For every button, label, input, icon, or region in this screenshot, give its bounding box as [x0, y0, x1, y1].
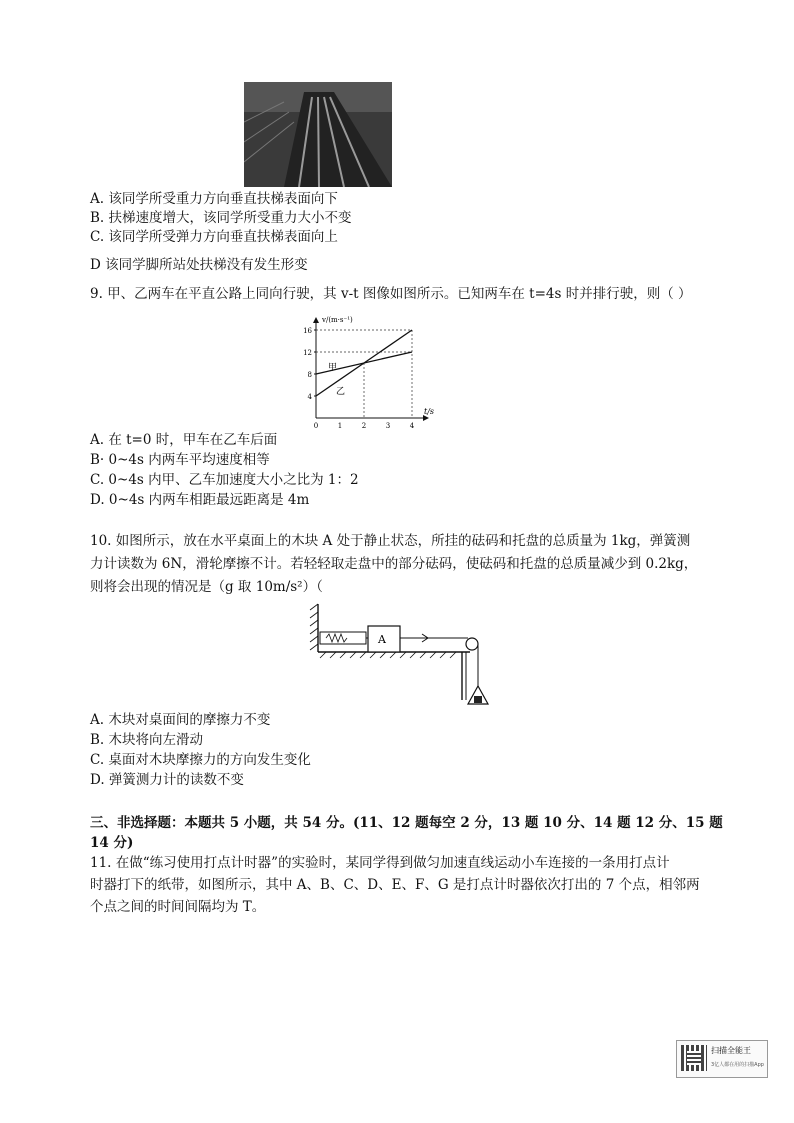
- q10-option-b: B. 木块将向左滑动: [90, 732, 204, 748]
- x-tick-label: 1: [337, 422, 343, 430]
- scanner-watermark: [676, 1040, 768, 1078]
- block-a-label: A: [378, 633, 386, 646]
- x-tick-label: 4: [409, 422, 415, 430]
- y-tick-label: 16: [303, 327, 312, 335]
- q8-option-b: B. 扶梯速度增大，该同学所受重力大小不变: [90, 210, 352, 226]
- q11-stem-line-1: 11. 在做“练习使用打点计时器”的实验时，某同学得到做匀加速直线运动小车连接的一条用打点计: [90, 855, 670, 871]
- q11-stem-line-2: 时器打下的纸带，如图所示，其中 A、B、C、D、E、F、G 是打点计时器依次打出的 7 个点，相邻两: [90, 877, 700, 893]
- section3-heading-line-1: 三、非选择题：本题共 5 小题，共 54 分。(11、12 题每空 2 分，13 题 10 分、14 题 12 分、15 题: [90, 815, 723, 831]
- q8-option-a: A. 该同学所受重力方向垂直扶梯表面向下: [90, 191, 338, 207]
- q10-stem-line-1: 10. 如图所示，放在水平桌面上的木块 A 处于静止状态，所挂的砝码和托盘的总质量为 1kg，弹簧测: [90, 533, 691, 549]
- q9-option-d: D. 0~4s 内两车相距最远距离是 4m: [90, 492, 310, 508]
- q10-option-a: A. 木块对桌面间的摩擦力不变: [90, 712, 271, 728]
- label-jia: 甲: [328, 363, 338, 373]
- q10-stem-line-2: 力计读数为 6N，滑轮摩擦不计。若轻轻取走盘中的部分砝码，使砝码和托盘的总质量减少到 0.2kg，: [90, 556, 698, 572]
- y-tick-label: 8: [307, 371, 312, 379]
- q8-option-c: C. 该同学所受弹力方向垂直扶梯表面向上: [90, 229, 338, 245]
- q10-option-d: D. 弹簧测力计的读数不变: [90, 772, 244, 788]
- q10-option-c: C. 桌面对木块摩擦力的方向发生变化: [90, 752, 311, 768]
- y-tick-label: 4: [307, 393, 312, 401]
- y-tick-label: 12: [303, 349, 312, 357]
- q9-option-a: A. 在 t=0 时，甲车在乙车后面: [90, 432, 278, 448]
- x-axis-label: t/s: [424, 407, 435, 416]
- scanner-title: 扫描全能王: [711, 1046, 751, 1055]
- escalator-photo: [244, 82, 392, 187]
- x-tick-label: 0: [313, 422, 319, 430]
- x-tick-label: 3: [385, 422, 391, 430]
- q8-option-d: D 该同学脚所站处扶梯没有发生形变: [90, 257, 308, 273]
- q9-option-b: B· 0~4s 内两车平均速度相等: [90, 452, 270, 468]
- y-axis-label: v/(m·s⁻¹): [322, 316, 353, 324]
- scanner-subtitle: 3亿人都在用的扫描App: [711, 1062, 764, 1068]
- q9-vt-graph: [296, 312, 442, 430]
- q10-stem-line-3: 则将会出现的情况是（g 取 10m/s²）（: [90, 579, 323, 595]
- qr-code-icon: [681, 1045, 707, 1071]
- section3-heading-line-2: 14 分): [90, 835, 134, 851]
- q9-option-c: C. 0~4s 内甲、乙车加速度大小之比为 1：2: [90, 472, 359, 488]
- q11-stem-line-3: 个点之间的时间间隔均为 T。: [90, 899, 266, 915]
- q9-stem: 9. 甲、乙两车在平直公路上同向行驶，其 v-t 图像如图所示。已知两车在 t=4s 时并排行驶，则（ ）: [90, 286, 692, 302]
- x-tick-label: 2: [361, 422, 367, 430]
- q10-pulley-diagram: [306, 600, 502, 708]
- label-yi: 乙: [336, 387, 346, 397]
